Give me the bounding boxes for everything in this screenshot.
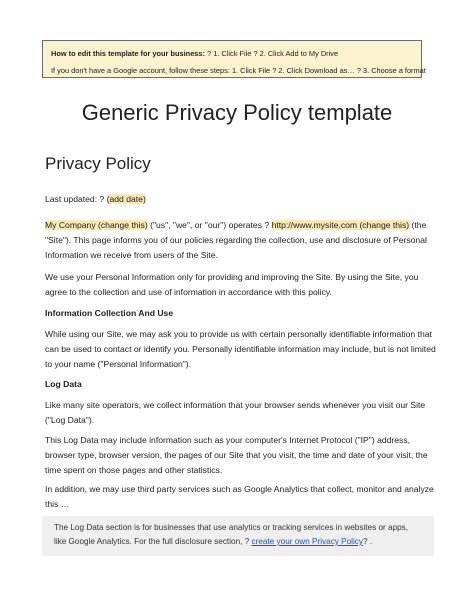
edit-instructions-box xyxy=(42,40,426,78)
instructions-line-1 xyxy=(51,50,338,57)
instructions-steps-drive: ? 1. Click File ? 2. Click Add to My Drive xyxy=(205,49,339,58)
intro-text-a: ("us", "we", or "our") operates ? xyxy=(147,220,272,230)
instructions-line-2: If you don't have a Google account, follow these steps: 1. Click File ? 2. Click Download as… ? 3. Choose a format xyxy=(51,66,426,75)
log-data-paragraph-2: This Log Data may include information such as your computer's Internet Protocol ("IP") address, browser type, browser version, the pages of our Site that you visit, the time and date of your visit, the time spent on those pages and other statistics. xyxy=(45,435,428,476)
intro-paragraph xyxy=(45,218,440,264)
note-text: The Log Data section is for businesses that use analytics or tracking services in websites or apps, like Google Analytics. For the full disclosure section, ? xyxy=(54,523,409,546)
site-url-placeholder[interactable]: http://www.mysite.com (change this) xyxy=(271,220,410,230)
section-heading-log-data: Log Data xyxy=(45,379,82,389)
log-data-paragraph-3: In addition, we may use third party services such as Google Analytics that collect, monitor and analyze this … xyxy=(45,484,434,510)
log-data-note-box xyxy=(42,516,434,556)
instructions-title: How to edit this template for your business: xyxy=(51,49,205,58)
policy-heading: Privacy Policy xyxy=(45,154,151,173)
create-privacy-policy-link[interactable]: create your own Privacy Policy xyxy=(251,537,363,546)
section-heading-information-collection: Information Collection And Use xyxy=(45,308,174,318)
document-title: Generic Privacy Policy template xyxy=(81,100,393,125)
company-name-placeholder[interactable]: My Company (change this) xyxy=(45,220,148,230)
log-data-paragraph-1: Like many site operators, we collect information that your browser sends whenever you visit our Site ("Log Data"). xyxy=(45,400,426,426)
last-updated xyxy=(45,192,440,207)
information-collection-paragraph: While using our Site, we may ask you to provide us with certain personally identifiable information that can be used to contact or identify you. Personally identifiable information may include, but is not limited to your name ("Personal Information"). xyxy=(45,329,436,370)
last-updated-date-placeholder[interactable]: (add date) xyxy=(106,194,146,204)
last-updated-label: Last updated: ? xyxy=(45,194,105,204)
note-tail: ? . xyxy=(363,537,373,546)
usage-paragraph: We use your Personal Information only for providing and improving the Site. By using the Site, you agree to the collection and use of information in accordance with this policy. xyxy=(45,272,419,298)
intro-text-b: (the "Site"). This page informs you of our policies regarding the collection, use and disclosure of Personal Information we receive from users of the Site. xyxy=(45,220,427,261)
